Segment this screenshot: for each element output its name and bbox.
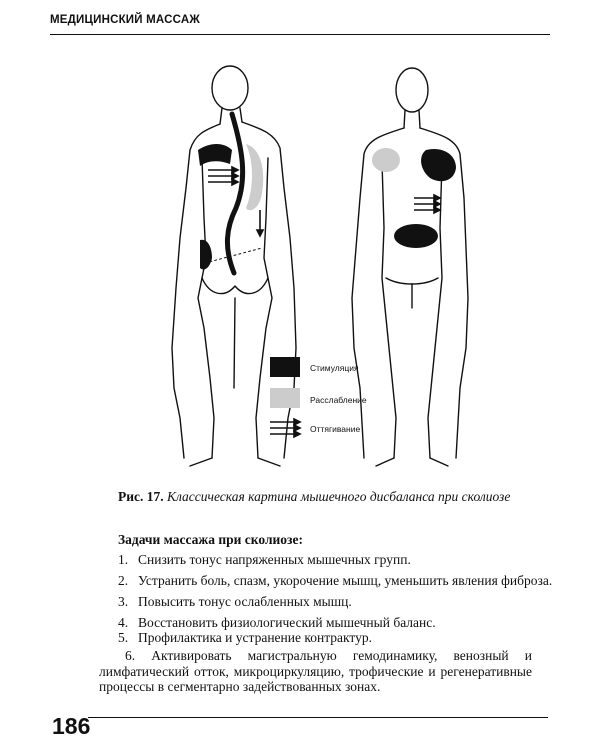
page-number: 186 <box>52 713 91 739</box>
legend-stretching-label: Оттягивание <box>310 424 361 434</box>
task-text: Повысить тонус ослабленных мышц. <box>138 594 352 609</box>
footer-rule <box>88 717 548 718</box>
legend-stretching-arrows <box>270 419 300 437</box>
task-number: 4. <box>118 615 129 630</box>
header-rule <box>50 34 550 35</box>
task-item <box>118 552 411 568</box>
front-stretching-arrows <box>414 195 440 213</box>
figure-caption <box>118 489 510 505</box>
back-stimulation-zone-lower <box>200 240 212 270</box>
task-number: 5. <box>118 630 129 645</box>
task-number: 3. <box>118 594 129 609</box>
legend-stimulation-label: Стимуляция <box>310 363 359 373</box>
caption-label: Рис. 17. <box>118 489 164 504</box>
back-relaxation-zone-right <box>246 144 263 210</box>
scoliosis-figure <box>150 58 470 478</box>
task-text: Снизить тонус напряженных мышечных групп. <box>138 552 411 567</box>
task-item <box>118 594 352 610</box>
running-header: МЕДИЦИНСКИЙ МАССАЖ <box>50 14 200 26</box>
task-text: Устранить боль, спазм, укорочение мышц, уменьшить явления фиброза. <box>138 573 553 588</box>
tasks-heading: Задачи массажа при сколиозе: <box>118 532 303 547</box>
front-stimulation-zone-abdomen <box>394 224 438 248</box>
caption-text: Классическая картина мышечного дисбаланса при сколиозе <box>167 489 511 504</box>
task-6-paragraph: 6. Активировать магистральную гемодинамику, венозный и лимфатический отток, микроциркуляцию, трофические и регенеративные процессы в сегментарно задействованных зонах. <box>99 648 532 694</box>
waist-dotted-line <box>205 248 262 263</box>
front-relaxation-zone-chest <box>372 148 400 172</box>
front-stimulation-zone-chest <box>421 149 456 181</box>
task-text: Восстановить физиологический мышечный баланс. <box>138 615 436 630</box>
task-number: 2. <box>118 573 129 588</box>
figure-legend <box>270 357 367 437</box>
curved-spine <box>227 114 242 273</box>
legend-relaxation-swatch <box>270 388 300 408</box>
legend-relaxation-label: Расслабление <box>310 395 367 405</box>
front-view-body <box>352 68 468 466</box>
back-stimulation-zone-upper <box>198 144 232 166</box>
task-number: 1. <box>118 552 129 567</box>
task-item <box>118 573 552 589</box>
task-text: Профилактика и устранение контрактур. <box>138 630 372 645</box>
legend-stimulation-swatch <box>270 357 300 377</box>
task-item <box>118 615 436 631</box>
task-item <box>118 630 372 646</box>
